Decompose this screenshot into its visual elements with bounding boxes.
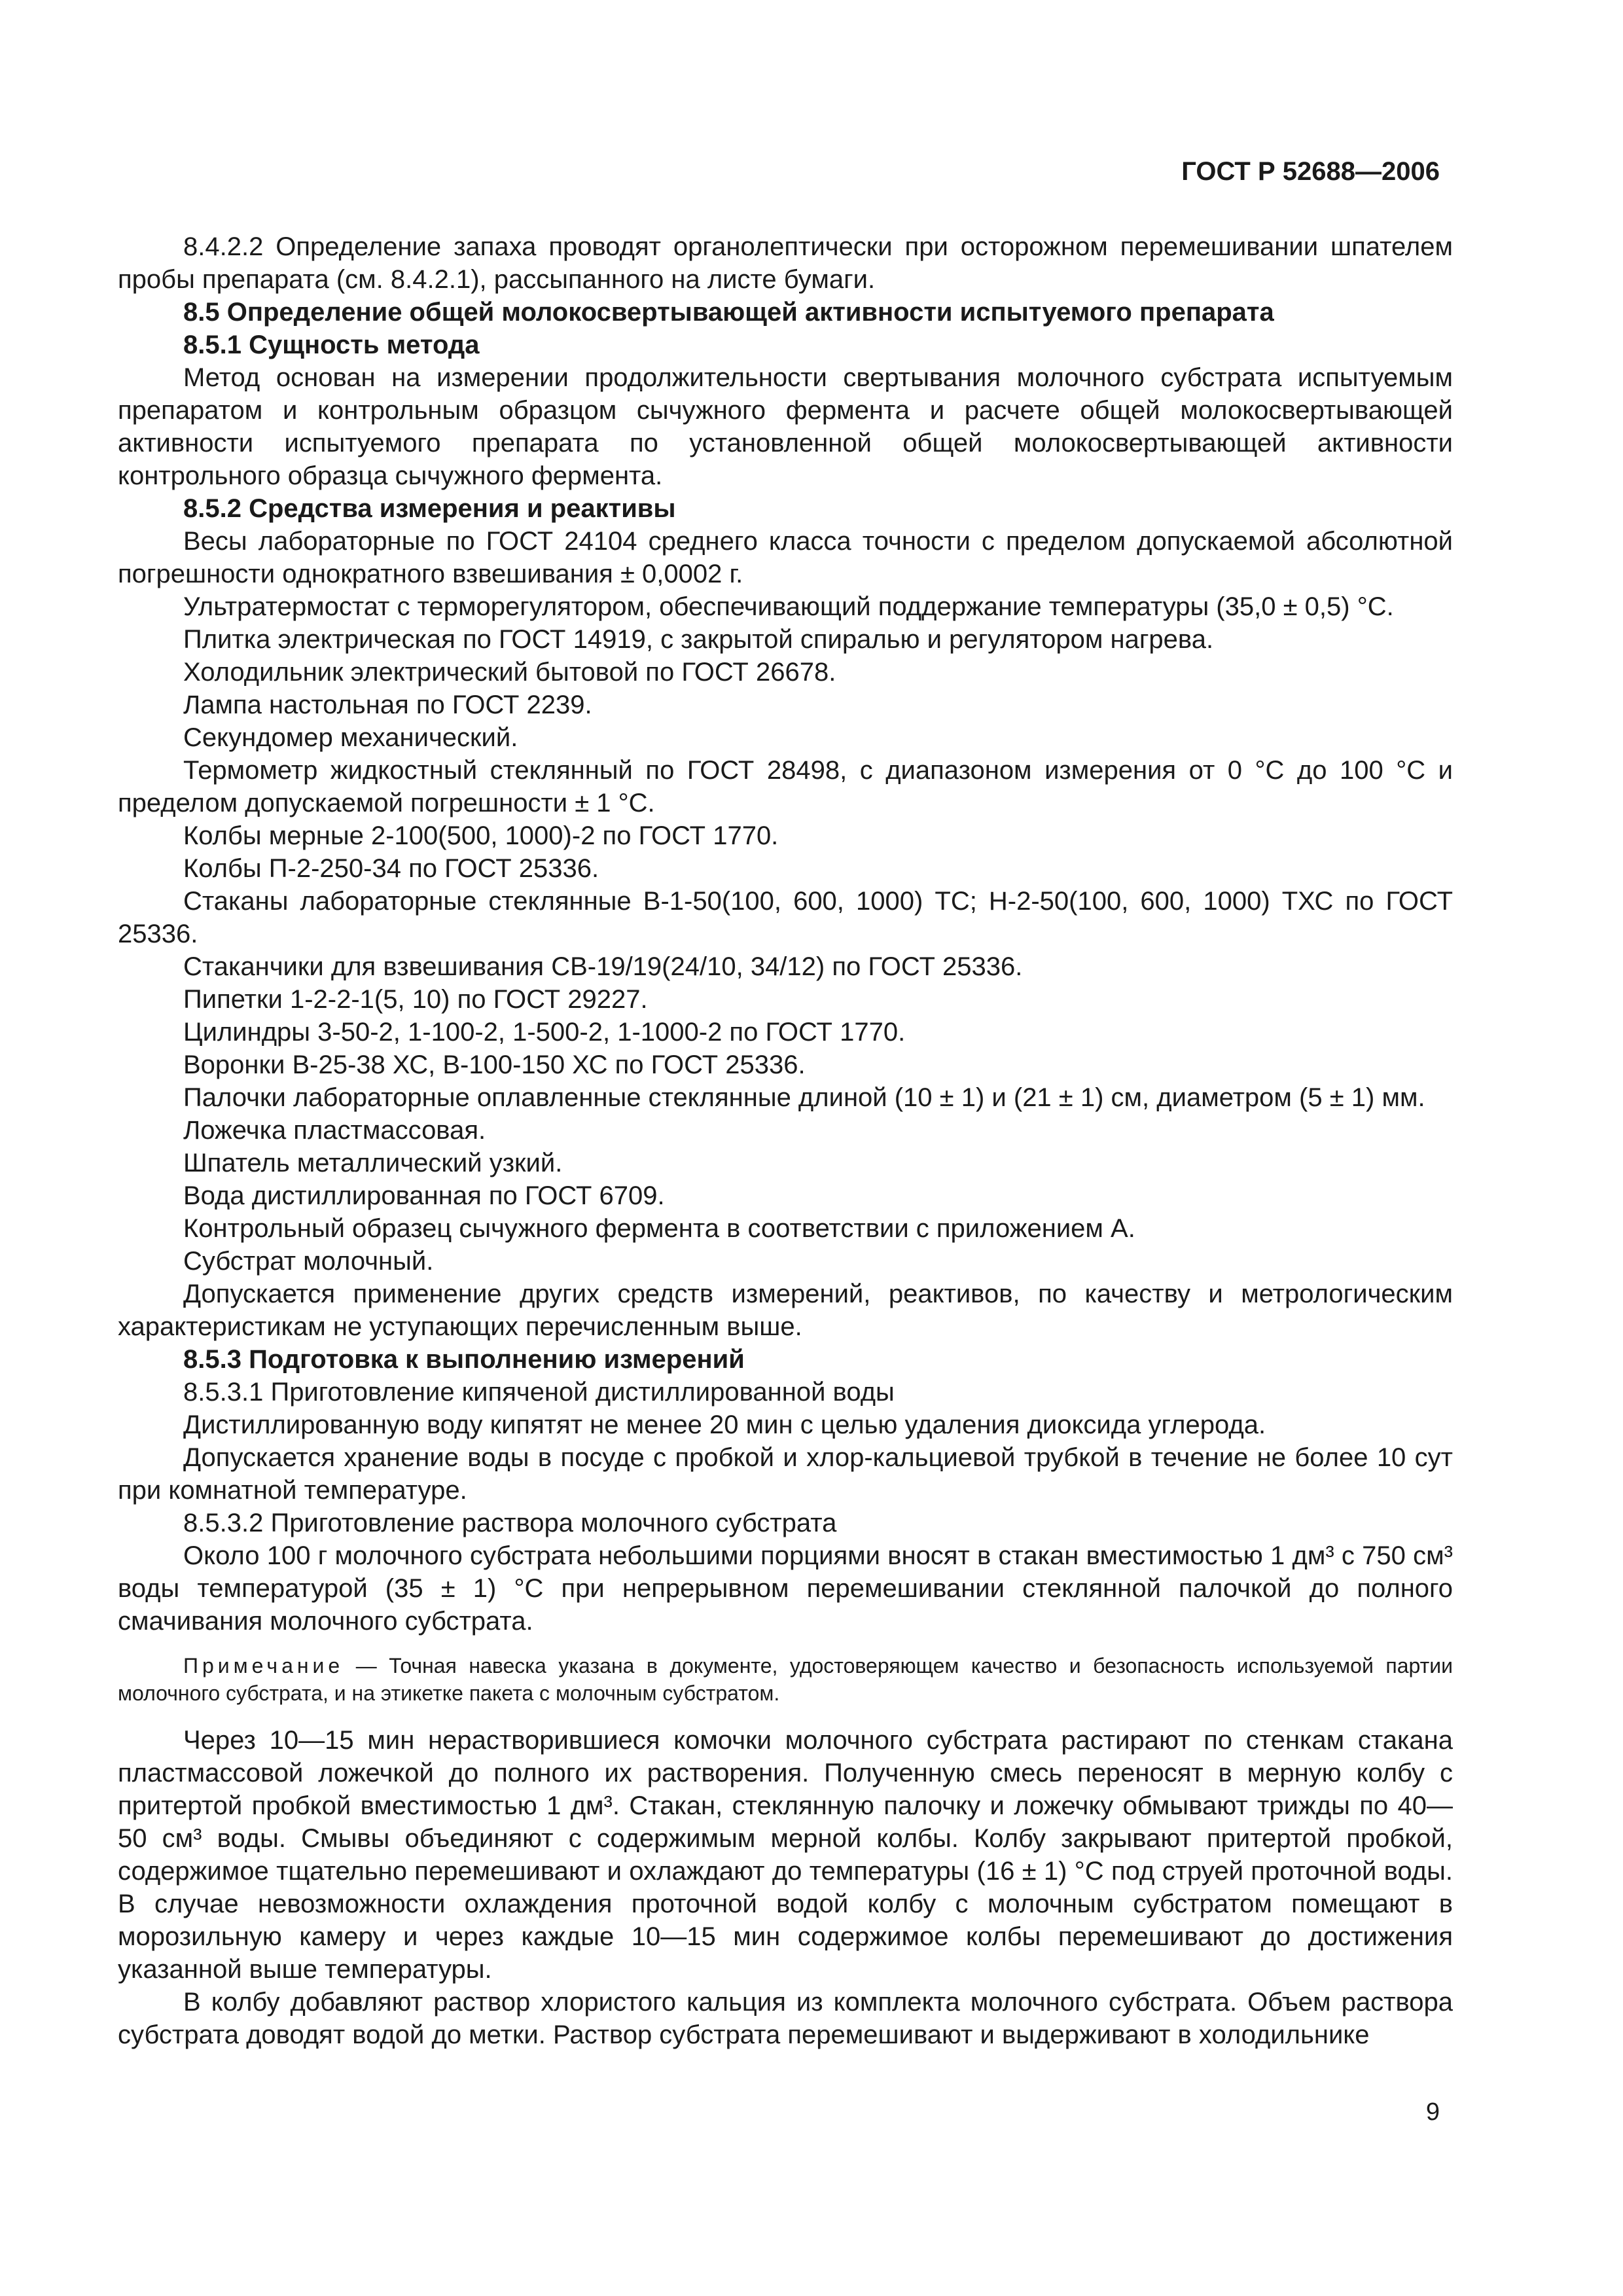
page-number: 9 <box>1425 2098 1440 2126</box>
section-heading: 8.5 Определение общей молокосвертывающей активности испытуемого препарата <box>183 298 1274 327</box>
paragraph: Допускается применение других средств измерений, реактивов, по качеству и метрологическим характеристикам не уступающих перечисленным выше. <box>118 1280 1453 1341</box>
paragraph: Субстрат молочный. <box>183 1247 434 1276</box>
document-id-header: ГОСТ Р 52688—2006 <box>1181 157 1440 186</box>
paragraph: Пипетки 1-2-2-1(5, 10) по ГОСТ 29227. <box>183 985 648 1014</box>
section-heading: 8.5.1 Сущность метода <box>183 331 480 359</box>
paragraph: Стаканчики для взвешивания СВ-19/19(24/10, 34/12) по ГОСТ 25336. <box>183 952 1023 981</box>
paragraph: Около 100 г молочного субстрата небольшими порциями вносят в стакан вместимостью 1 дм³ с 750 см³ воды температурой (35 ± 1) °С при непрерывном перемешивании стеклянной палочкой до полного смачивания молочного субстрата. <box>118 1541 1453 1636</box>
paragraph: Воронки В-25-38 ХС, В-100-150 ХС по ГОСТ 25336. <box>183 1050 806 1079</box>
paragraph: 8.5.3.2 Приготовление раствора молочного субстрата <box>183 1509 837 1537</box>
paragraph: Вода дистиллированная по ГОСТ 6709. <box>183 1181 665 1210</box>
paragraph: В колбу добавляют раствор хлористого кальция из комплекта молочного субстрата. Объем раствора субстрата доводят водой до метки. Раствор субстрата перемешивают и выдерживают в холодильнике <box>118 1988 1453 2049</box>
paragraph: Через 10—15 мин нерастворившиеся комочки молочного субстрата растирают по стенкам стакана пластмассовой ложечкой до полного их растворения. Полученную смесь переносят в мерную колбу с притертой пробкой вместимостью 1 дм³. Стакан, стеклянную палочку и ложечку обмывают трижды по 40—50 см³ воды. Смывы объединяют с содержимым мерной колбы. Колбу закрывают притертой пробкой, содержимое тщательно перемешивают и охлаждают до температуры (16 ± 1) °С под струей проточной воды. В случае невозможности охлаждения проточной водой колбу с молочным субстратом помещают в морозильную камеру и через каждые 10—15 мин содержимое колбы перемешивают до достижения указанной выше температуры. <box>118 1726 1453 1984</box>
paragraph: Допускается хранение воды в посуде с пробкой и хлор-кальциевой трубкой в течение не более 10 сут при комнатной температуре. <box>118 1443 1453 1505</box>
paragraph: Контрольный образец сычужного фермента в соответствии с приложением А. <box>183 1214 1135 1243</box>
paragraph: Шпатель металлический узкий. <box>183 1149 563 1177</box>
paragraph: Секундомер механический. <box>183 723 518 752</box>
paragraph: Стаканы лабораторные стеклянные В-1-50(100, 600, 1000) ТС; Н-2-50(100, 600, 1000) ТХС по ГОСТ 25336. <box>118 887 1453 948</box>
paragraph: Дистиллированную воду кипятят не менее 20 мин с целью удаления диоксида углерода. <box>183 1410 1266 1439</box>
paragraph: Колбы мерные 2-100(500, 1000)-2 по ГОСТ 1770. <box>183 821 779 850</box>
paragraph: Лампа настольная по ГОСТ 2239. <box>183 691 592 719</box>
paragraph: Колбы П-2-250-34 по ГОСТ 25336. <box>183 854 599 883</box>
note-text: — Точная навеска указана в документе, удостоверяющем качество и безопасность используемой партии молочного субстрата, и на этикетке пакета с молочным субстратом. <box>118 1654 1453 1705</box>
paragraph: Палочки лабораторные оплавленные стеклянные длиной (10 ± 1) и (21 ± 1) см, диаметром (5 ± 1) мм. <box>183 1083 1425 1112</box>
paragraph: Метод основан на измерении продолжительности свертывания молочного субстрата испытуемым препаратом и контрольным образцом сычужного фермента и расчете общей молокосвертывающей активности испытуемого препарата по установленной общей молокосвертывающей активности контрольного образца сычужного фермента. <box>118 363 1453 490</box>
paragraph: Плитка электрическая по ГОСТ 14919, с закрытой спиралью и регулятором нагрева. <box>183 625 1214 654</box>
paragraph: Ультратермостат с терморегулятором, обеспечивающий поддержание температуры (35,0 ± 0,5) °С. <box>183 592 1394 621</box>
paragraph: Цилиндры 3-50-2, 1-100-2, 1-500-2, 1-1000-2 по ГОСТ 1770. <box>183 1018 906 1047</box>
note-lead: Примечание <box>183 1654 344 1677</box>
paragraph-group-before-note <box>118 230 1453 1638</box>
paragraph: Весы лабораторные по ГОСТ 24104 среднего класса точности с пределом допускаемой абсолютной погрешности однократного взвешивания ± 0,0002 г. <box>118 527 1453 588</box>
paragraph: Термометр жидкостный стеклянный по ГОСТ 28498, с диапазоном измерения от 0 °С до 100 °С и пределом допускаемой погрешности ± 1 °С. <box>118 756 1453 817</box>
section-heading: 8.5.3 Подготовка к выполнению измерений <box>183 1345 745 1374</box>
document-body <box>118 230 1453 2051</box>
paragraph: 8.5.3.1 Приготовление кипяченой дистиллированной воды <box>183 1378 895 1407</box>
paragraph: Холодильник электрический бытовой по ГОСТ 26678. <box>183 658 836 687</box>
note-block <box>118 1652 1453 1707</box>
paragraph: 8.4.2.2 Определение запаха проводят органолептически при осторожном перемешивании шпателем пробы препарата (см. 8.4.2.1), рассыпанного на листе бумаги. <box>118 232 1453 294</box>
section-heading: 8.5.2 Средства измерения и реактивы <box>183 494 676 523</box>
paragraph-group-after-note <box>118 1724 1453 2051</box>
paragraph: Ложечка пластмассовая. <box>183 1116 486 1145</box>
